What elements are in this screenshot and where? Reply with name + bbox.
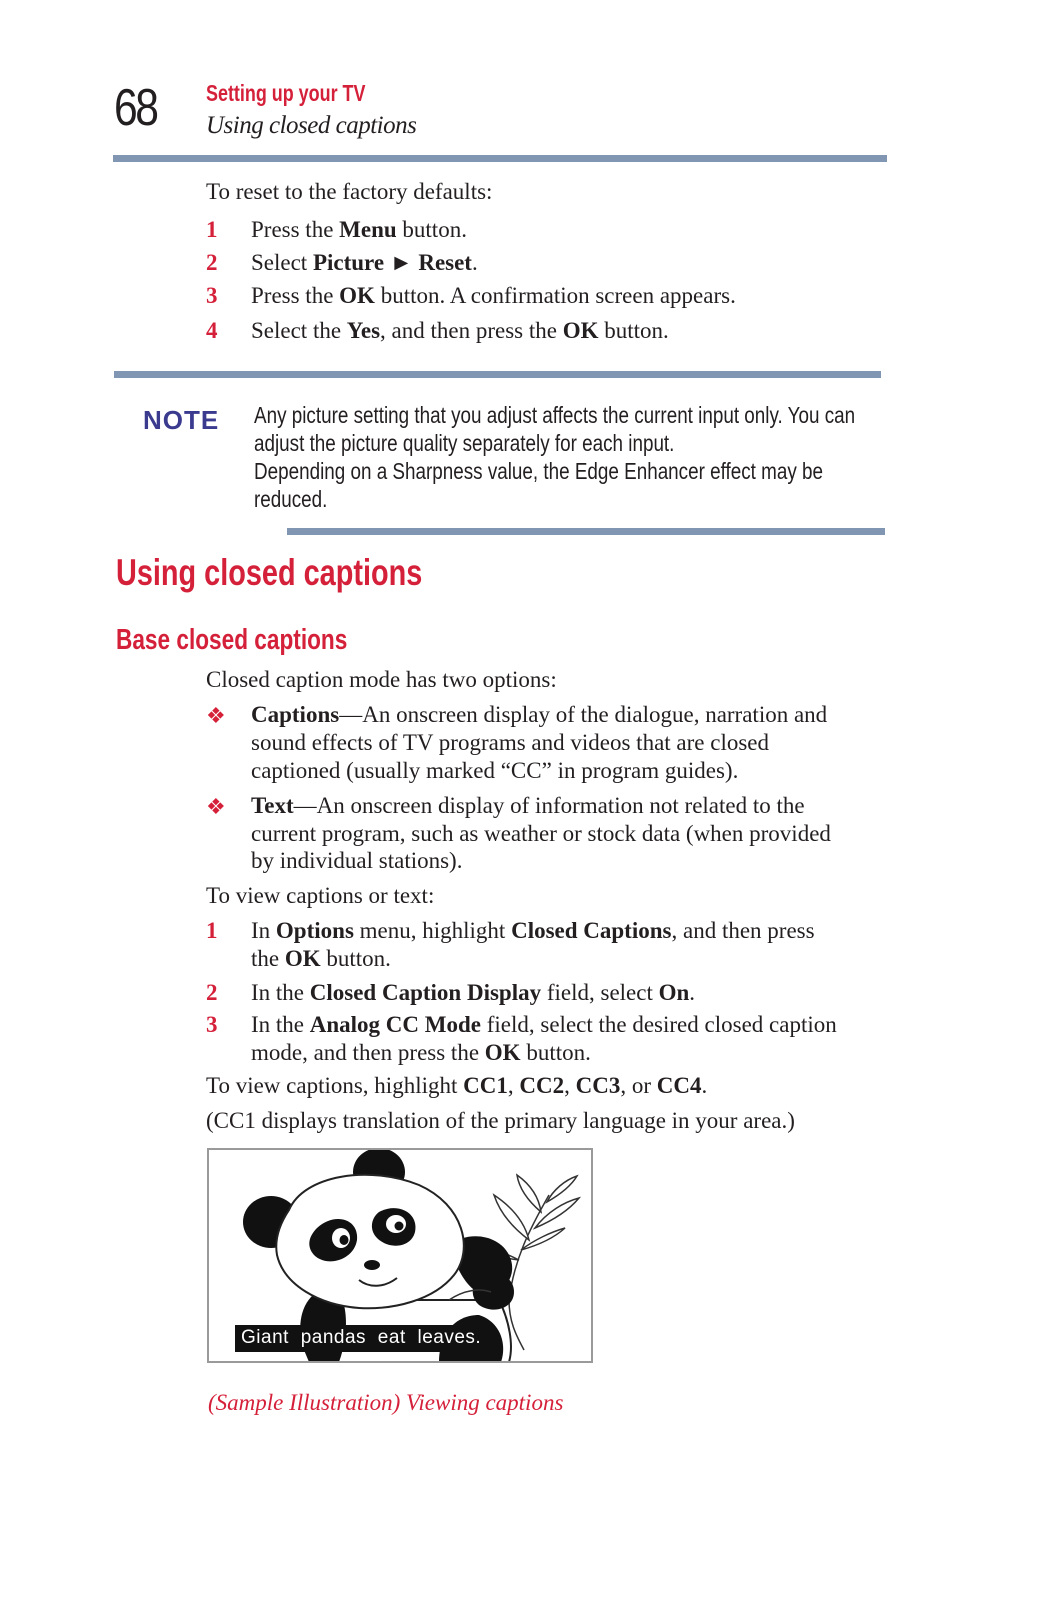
- note-top-rule: [114, 371, 881, 378]
- reset-step-2: [206, 249, 218, 277]
- cc-step-3: [206, 1011, 218, 1039]
- step-number: 3: [206, 283, 218, 308]
- reset-step-4-text: Select the Yes, and then press the OK button.: [251, 318, 669, 343]
- cc-step-2-text: In the Closed Caption Display field, select On.: [251, 980, 696, 1005]
- header-rule: [113, 155, 887, 162]
- note-line-4: reduced.: [254, 486, 328, 512]
- cc-step-1-line-2: the OK button.: [251, 946, 391, 971]
- note-label: NOTE: [143, 405, 220, 435]
- section-subtitle: Using closed captions: [206, 112, 417, 139]
- page-number: 68: [114, 79, 157, 137]
- cc-intro: Closed caption mode has two options:: [206, 667, 557, 692]
- section-heading: Using closed captions: [116, 552, 423, 593]
- reset-intro: To reset to the factory defaults:: [206, 179, 493, 204]
- cc-step-3-line-1: In the Analog CC Mode field, select the desired closed caption: [251, 1012, 837, 1037]
- bullet-text-line-1: Text—An onscreen display of information not related to the: [251, 793, 805, 818]
- step-number: 2: [206, 250, 218, 275]
- arrow-icon: ►: [384, 250, 419, 275]
- view-intro: To view captions or text:: [206, 883, 435, 908]
- note-line-2: adjust the picture quality separately for each input.: [254, 430, 675, 456]
- note-line-1: Any picture setting that you adjust affects the current input only. You can: [254, 402, 856, 428]
- step-number: 4: [206, 318, 218, 343]
- step-number: 1: [206, 217, 218, 242]
- cc-step-3-line-2: mode, and then press the OK button.: [251, 1040, 591, 1065]
- subsection-heading: Base closed captions: [116, 624, 348, 656]
- bullet-captions-line-2: sound effects of TV programs and videos that are closed: [251, 730, 770, 755]
- cc-step-1: [206, 917, 218, 945]
- bullet-text-line-3: by individual stations).: [251, 848, 463, 873]
- bullet-text-line-2: current program, such as weather or stock data (when provided: [251, 821, 831, 846]
- bullet-captions-line-3: captioned (usually marked “CC” in program guides).: [251, 758, 739, 783]
- reset-step-1-text: Press the Menu button.: [251, 217, 467, 242]
- panda-illustration: [207, 1148, 593, 1363]
- cc-step-2: [206, 979, 218, 1007]
- chapter-title: Setting up your TV: [206, 80, 366, 106]
- figure-caption: (Sample Illustration) Viewing captions: [208, 1390, 564, 1415]
- cc1-note: (CC1 displays translation of the primary language in your area.): [206, 1108, 795, 1133]
- caption-overlay: Giant pandas eat leaves.: [235, 1325, 489, 1352]
- step-number: 1: [206, 918, 218, 943]
- bullet-icon: ❖: [206, 794, 226, 819]
- reset-step-3-text: Press the OK button. A confirmation screen appears.: [251, 283, 736, 308]
- note-line-3: Depending on a Sharpness value, the Edge Enhancer effect may be: [254, 458, 823, 484]
- note-bottom-rule: [287, 528, 885, 535]
- view-captions-line: To view captions, highlight CC1, CC2, CC3, or CC4.: [206, 1073, 708, 1098]
- bullet-icon: ❖: [206, 703, 226, 728]
- reset-step-4: [206, 317, 218, 345]
- bullet-captions-line-1: Captions—An onscreen display of the dialogue, narration and: [251, 702, 828, 727]
- reset-step-2-text: Select Picture ► Reset.: [251, 250, 478, 275]
- step-number: 3: [206, 1012, 218, 1037]
- cc-step-1-line-1: In Options menu, highlight Closed Captions, and then press: [251, 918, 815, 943]
- reset-step-3: [206, 282, 218, 310]
- step-number: 2: [206, 980, 218, 1005]
- reset-step-1: [206, 216, 218, 244]
